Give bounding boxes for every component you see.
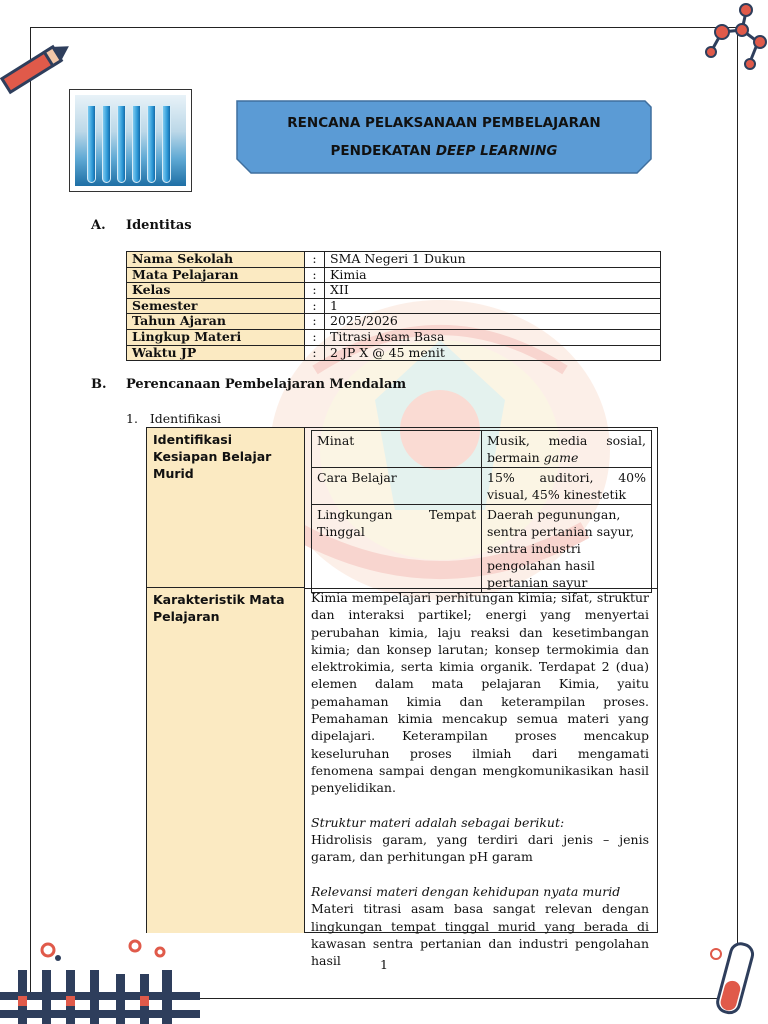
identity-value: 2025/2026 [325, 314, 661, 330]
readiness-key: Cara Belajar [312, 468, 482, 505]
readiness-value: Musik, media sosial, bermain game [482, 431, 652, 468]
table-row [127, 314, 661, 330]
readiness-value: 15% auditori, 40% visual, 45% kinestetik [482, 468, 652, 505]
table-row [127, 298, 661, 314]
table-row [127, 345, 661, 361]
identity-key: Mata Pelajaran [127, 267, 305, 283]
readiness-label: Identifikasi Kesiapan Belajar Murid [147, 428, 305, 588]
table-row [312, 505, 652, 593]
identity-key: Lingkup Materi [127, 329, 305, 345]
document-title [235, 99, 653, 175]
characteristics-paragraph: Kimia mempelajari perhitungan kimia; sifat, struktur dan interaksi partikel; energi yang menyertai perubahan kimia, laju reaksi dan kesetimbangan kimia; dan konsep larutan; konsep termokimia dan elektrokimia, serta kimia organik. Terdapat 2 (dua) elemen dalam mata pelajaran Kimia, yaitu pemahaman kimia dan keterampilan proses. Pemahaman kimia mencakup semua materi yang dipelajari. Keterampilan proses mencakup keseluruhan proses ilmiah dari mengamati fenomena sampai dengan mengkomunikasikan hasil penyelidikan. [311, 590, 649, 796]
identity-key: Tahun Ajaran [127, 314, 305, 330]
table-row [127, 267, 661, 283]
structure-heading: Struktur materi adalah sebagai berikut: [311, 814, 565, 830]
section-a-title: Identitas [126, 218, 192, 233]
section-a-letter: A. [91, 218, 106, 233]
subject-characteristics-content [305, 588, 657, 969]
identity-key: Waktu JP [127, 345, 305, 361]
identity-key: Nama Sekolah [127, 252, 305, 268]
identity-colon: : [305, 267, 325, 283]
identity-value: 1 [325, 298, 661, 314]
identity-colon: : [305, 252, 325, 268]
readiness-key: Lingkungan Tempat Tinggal [312, 505, 482, 593]
section-b-letter: B. [91, 377, 107, 392]
identity-colon: : [305, 314, 325, 330]
identity-value: XII [325, 283, 661, 299]
readiness-key: Minat [312, 431, 482, 468]
identity-value: SMA Negeri 1 Dukun [325, 252, 661, 268]
relevance-heading: Relevansi materi dengan kehidupan nyata murid [311, 884, 621, 900]
title-line-1: RENCANA PELAKSANAAN PEMBELAJARAN [287, 115, 601, 131]
test-tubes-photo [75, 95, 186, 186]
identity-colon: : [305, 345, 325, 361]
test-tube-icon [698, 934, 768, 1024]
lab-equipment-icon [0, 934, 200, 1024]
identity-colon: : [305, 329, 325, 345]
lab-photo-frame [69, 89, 192, 192]
identity-value: Titrasi Asam Basa [325, 329, 661, 345]
page-number: 1 [380, 957, 388, 972]
readiness-table [311, 430, 652, 593]
molecule-icon [698, 0, 768, 72]
identity-colon: : [305, 283, 325, 299]
identity-key: Semester [127, 298, 305, 314]
table-row [127, 283, 661, 299]
table-row [127, 252, 661, 268]
identity-value: 2 JP X @ 45 menit [325, 345, 661, 361]
table-row [312, 431, 652, 468]
identity-key: Kelas [127, 283, 305, 299]
readiness-value: Daerah pegunungan, sentra pertanian sayur, sentra industri pengolahan hasil pertanian sayur [482, 505, 652, 593]
identity-table [126, 251, 661, 361]
section-b-title: Perencanaan Pembelajaran Mendalam [126, 377, 407, 392]
title-line-2: PENDEKATAN DEEP LEARNING [330, 143, 558, 159]
pencil-icon [0, 30, 75, 100]
relevance-body: Materi titrasi asam basa sangat relevan dengan lingkungan tempat tinggal murid yang berada di kawasan sentra pertanian dan industri pengolahan hasil [311, 901, 649, 969]
table-row [127, 329, 661, 345]
identity-value: Kimia [325, 267, 661, 283]
subject-characteristics-label: Karakteristik Mata Pelajaran [147, 588, 305, 933]
structure-body: Hidrolisis garam, yang terdiri dari jenis – jenis garam, dan perhitungan pH garam [311, 832, 649, 865]
identity-colon: : [305, 298, 325, 314]
table-row [312, 468, 652, 505]
identification-table [146, 427, 658, 969]
subitem-identifikasi: 1. Identifikasi [126, 411, 222, 426]
